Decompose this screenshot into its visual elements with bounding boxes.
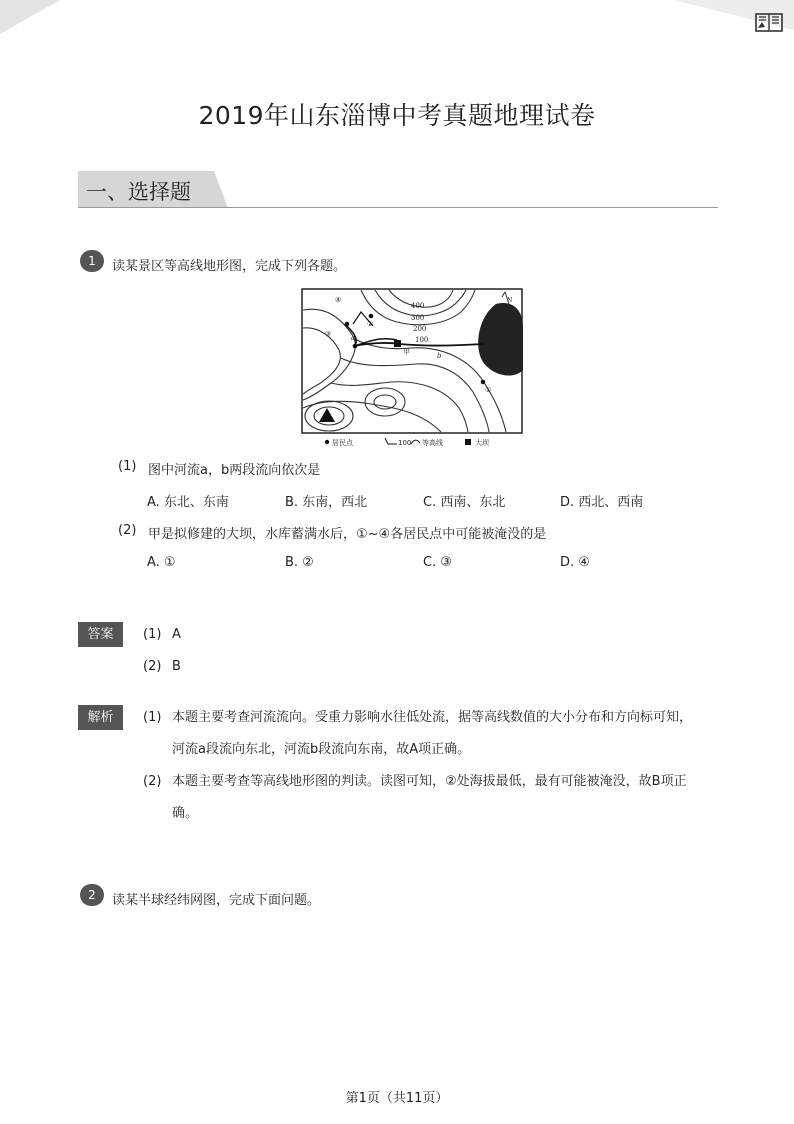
analysis-label: (1) [143, 710, 162, 725]
subquestion-label: (2) [118, 523, 137, 538]
contour-label: 300 [411, 314, 425, 322]
analysis-tag: 解析 [78, 705, 123, 730]
contour-map [301, 288, 523, 450]
option-d: D. 西北、西南 [560, 495, 644, 510]
option-b: B. 东南，西北 [285, 495, 368, 510]
book-icon [754, 11, 784, 33]
question-number-badge: 2 [80, 884, 104, 906]
subquestion-text: 图中河流a，b两段流向依次是 [148, 463, 321, 478]
subquestion-label: (1) [118, 459, 137, 474]
legend-contour-value: 100 [398, 439, 412, 447]
north-label: N [507, 297, 513, 304]
option-a: A. 东北、东南 [147, 495, 229, 510]
contour-label: 100 [415, 336, 429, 344]
page-title: 2019年山东淄博中考真题地理试卷 [198, 101, 596, 130]
option-c: C. 西南、东北 [423, 495, 506, 510]
answer-tag: 答案 [78, 622, 123, 647]
section-title: 一、选择题 [86, 180, 191, 204]
option-d: D. ④ [560, 555, 590, 570]
subquestion-text: 甲是拟修建的大坝，水库蓄满水后，①~④各居民点中可能被淹没的是 [148, 527, 547, 542]
settlement-label: ④ [335, 296, 342, 304]
option-c: C. ③ [423, 555, 452, 570]
option-b: B. ② [285, 555, 314, 570]
contour-label: 200 [413, 325, 427, 333]
page-footer: 第1页（共11页） [345, 1091, 449, 1106]
option-a: A. ① [147, 555, 176, 570]
river-b-label: b [437, 352, 442, 360]
answer-value: B [172, 659, 181, 674]
question-stem: 读某半球经纬网图，完成下面问题。 [112, 893, 321, 908]
legend-settlement: 居民点 [332, 439, 353, 447]
river-a-label: a [351, 334, 356, 342]
legend-dam: 大坝 [475, 439, 489, 447]
section-divider [78, 207, 718, 208]
contour-label: 400 [411, 302, 425, 310]
analysis-text: 本题主要考查等高线地形图的判读。读图可知，②处海拔最低，最有可能被淹没，故B项正确。 [172, 774, 687, 821]
dam-site-label: 甲 [403, 348, 410, 356]
analysis-text: 本题主要考查河流流向。受重力影响水往低处流，据等高线数值的大小分布和方向标可知，河流a段流向东北，河流b段流向东南，故A项正确。 [172, 710, 693, 757]
legend-contour: 等高线 [422, 439, 443, 447]
settlement-label: ① [485, 386, 492, 394]
answer-label: (2) [143, 659, 162, 674]
question-stem: 读某景区等高线地形图，完成下列各题。 [112, 259, 347, 274]
settlement-label: ③ [325, 330, 332, 338]
analysis-label: (2) [143, 774, 162, 789]
answer-label: (1) [143, 627, 162, 642]
answer-value: A [172, 627, 181, 642]
settlement-label: ② [367, 320, 374, 328]
corner-decoration-left [0, 0, 60, 34]
question-number-badge: 1 [80, 250, 104, 272]
